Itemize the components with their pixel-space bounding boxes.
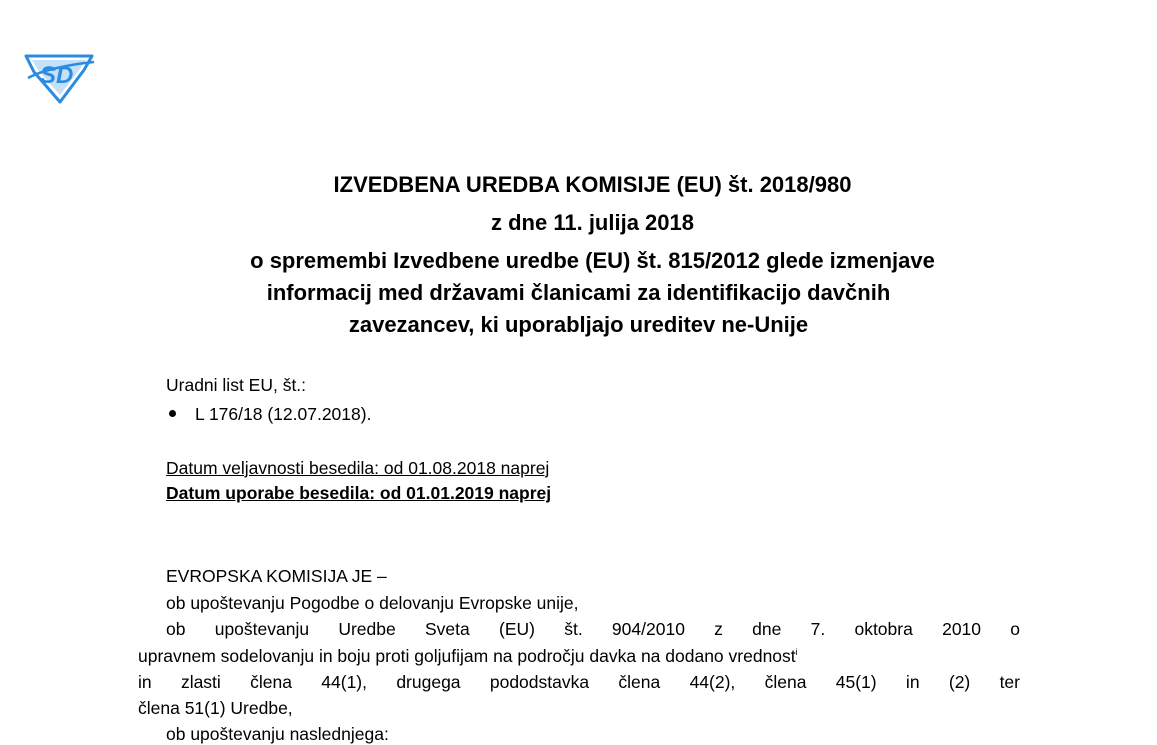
body-paragraph-2-line-3: in zlasti člena 44(1), drugega pododstavka člena 44(2), člena 45(1) in (2) ter: [138, 672, 1020, 692]
journal-label: Uradni list EU, št.:: [166, 375, 307, 395]
validity-date: Datum veljavnosti besedila: od 01.08.2018 naprej: [166, 458, 550, 478]
body-paragraph-2-line-2: upravnem sodelovanju in boju proti goljufijam na področju davka na dodano vrednost$^i$: [138, 646, 798, 666]
body-paragraph-2-line-1: ob upoštevanju Uredbe Sveta (EU) št. 904/2010 z dne 7. oktobra 2010 o: [166, 619, 1020, 639]
application-date: Datum uporabe besedila: od 01.01.2019 naprej: [166, 483, 552, 503]
bullet-icon: [169, 410, 176, 417]
document-title: IZVEDBENA UREDBA KOMISIJE (EU) št. 2018/980: [333, 172, 852, 197]
footnote-marker: i: [795, 647, 798, 657]
document-date: z dne 11. julija 2018: [491, 210, 694, 235]
document-subject-line-2: informacij med državami članicami za identifikacijo davčnih: [266, 280, 891, 305]
body-intro: EVROPSKA KOMISIJA JE –: [166, 566, 387, 586]
publisher-shield-logo-icon: [22, 48, 96, 104]
document-subject-line-3: zavezancev, ki uporabljajo ureditev ne-Unije: [348, 312, 809, 337]
body-paragraph-1: ob upoštevanju Pogodbe o delovanju Evropske unije,: [166, 593, 579, 613]
journal-item: L 176/18 (12.07.2018).: [195, 404, 372, 424]
svg-text:SD: SD: [40, 62, 74, 89]
document-subject-line-1: o spremembi Izvedbene uredbe (EU) št. 815/2012 glede izmenjave: [250, 248, 935, 273]
body-paragraph-3: ob upoštevanju naslednjega:: [166, 724, 389, 744]
body-paragraph-2-line-4: člena 51(1) Uredbe,: [138, 698, 293, 718]
